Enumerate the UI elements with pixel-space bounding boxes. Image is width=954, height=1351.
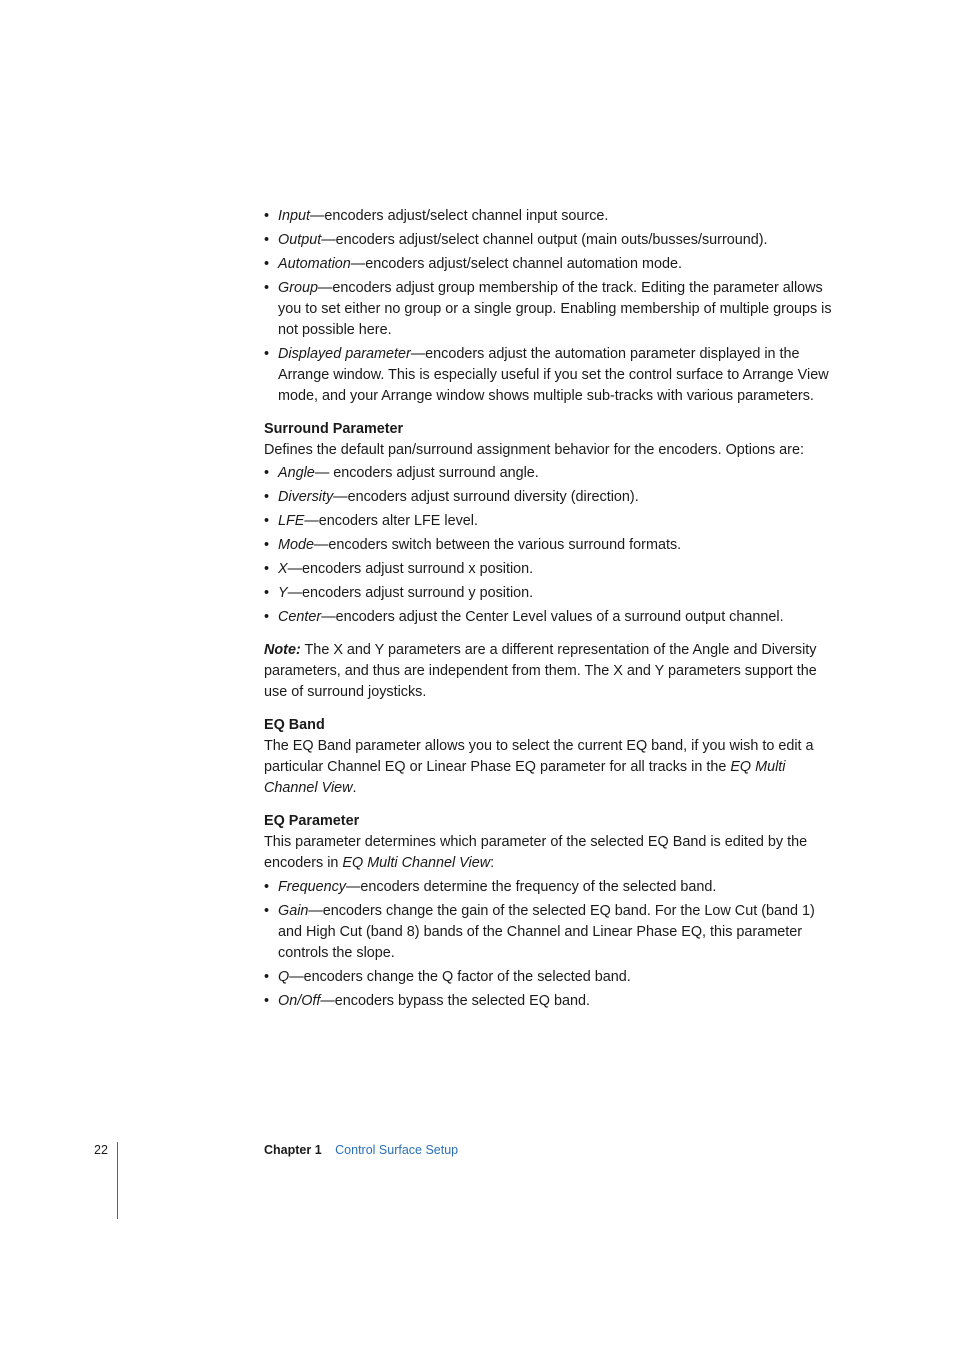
list-item-term: LFE [278,513,305,529]
eq-parameter-list [264,877,836,1012]
list-item [264,254,836,275]
list-item-text: — encoders adjust surround angle. [314,465,539,481]
section-body [264,832,836,874]
section-text-end: . [352,780,357,796]
chapter-label: Chapter 1 [264,1143,322,1157]
view-name: EQ Multi Channel View [342,855,491,871]
list-item-text: —encoders adjust/select channel automation mode. [350,256,682,272]
list-item-term: Gain [278,903,309,919]
list-item-text: —encoders adjust the Center Level values of a surround output channel. [321,609,784,625]
list-item-term: Automation [278,256,351,272]
list-item-term: On/Off [278,993,321,1009]
eq-parameter-section [264,811,836,1012]
section-text: The EQ Band parameter allows you to select the current EQ band, if you wish to edit a particular Channel EQ or Linear Phase EQ parameter for all tracks in the [264,738,814,775]
surround-parameter-section [264,419,836,628]
list-item [264,230,836,251]
note-paragraph [264,640,836,703]
section-heading: EQ Parameter [264,813,360,829]
list-item-term: X [278,561,288,577]
section-intro: Defines the default pan/surround assignment behavior for the encoders. Options are: [264,442,804,458]
list-item-term: Angle [278,465,315,481]
section-heading: EQ Band [264,717,325,733]
list-item-text: —encoders adjust group membership of the track. Editing the parameter allows you to set either no group or a single group. Enabling membership of multiple groups is not possible here. [278,280,832,338]
list-item-text: —encoders adjust surround y position. [287,585,534,601]
list-item-text: —encoders adjust the automation parameter displayed in the Arrange window. This is especially useful if you set the control surface to Arrange View mode, and your Arrange window shows multiple sub-tracks with various parameters. [278,346,829,404]
list-item-term: Group [278,280,318,296]
list-item [264,967,836,988]
list-item-text: —encoders bypass the selected EQ band. [320,993,590,1009]
footer-divider [117,1142,118,1219]
list-item-term: Diversity [278,489,334,505]
list-item [264,877,836,898]
list-item-term: Q [278,969,290,985]
chapter-title-link[interactable]: Control Surface Setup [335,1143,459,1157]
list-item-term: Displayed parameter [278,346,411,362]
section-body [264,736,836,799]
list-item-text: —encoders adjust/select channel input source. [310,208,609,224]
page-body [264,206,836,1015]
list-item-term: Frequency [278,879,346,895]
list-item [264,511,836,532]
list-item [264,991,836,1012]
list-item [264,535,836,556]
section-text: This parameter determines which parameter of the selected EQ Band is edited by the encoders in [264,834,808,871]
list-item-text: —encoders switch between the various surround formats. [314,537,682,553]
list-item [264,583,836,604]
list-item [264,344,836,407]
surround-option-list [264,463,836,628]
list-item [264,487,836,508]
section-text-end: : [490,855,495,871]
list-item-text: —encoders change the gain of the selected EQ band. For the Low Cut (band 1) and High Cut (band 8) bands of the Channel and Linear Phase EQ, this parameter controls the slope. [278,903,815,961]
list-item-text: —encoders adjust/select channel output (main outs/busses/surround). [321,232,768,248]
list-item [264,607,836,628]
page-number: 22 [94,1143,108,1157]
view-name: EQ Multi Channel View [264,759,786,796]
list-item [264,901,836,964]
list-item-term: Center [278,609,322,625]
note-label: Note: [264,642,301,658]
list-item-text: —encoders determine the frequency of the selected band. [346,879,717,895]
parameter-list [264,206,836,407]
section-heading: Surround Parameter [264,421,404,437]
list-item-text: —encoders change the Q factor of the selected band. [289,969,631,985]
list-item [264,559,836,580]
list-item-term: Y [278,585,288,601]
list-item [264,463,836,484]
list-item-term: Mode [278,537,314,553]
list-item-text: —encoders adjust surround diversity (direction). [333,489,639,505]
list-item [264,278,836,341]
eq-band-section [264,715,836,799]
note-text: The X and Y parameters are a different representation of the Angle and Diversity parameters, and thus are independent from them. The X and Y parameters support the use of surround joysticks. [264,642,817,700]
list-item-term: Input [278,208,311,224]
list-item-term: Output [278,232,322,248]
list-item-text: —encoders adjust surround x position. [287,561,534,577]
list-item-text: —encoders alter LFE level. [304,513,478,529]
footer-chapter [264,1143,458,1157]
list-item [264,206,836,227]
